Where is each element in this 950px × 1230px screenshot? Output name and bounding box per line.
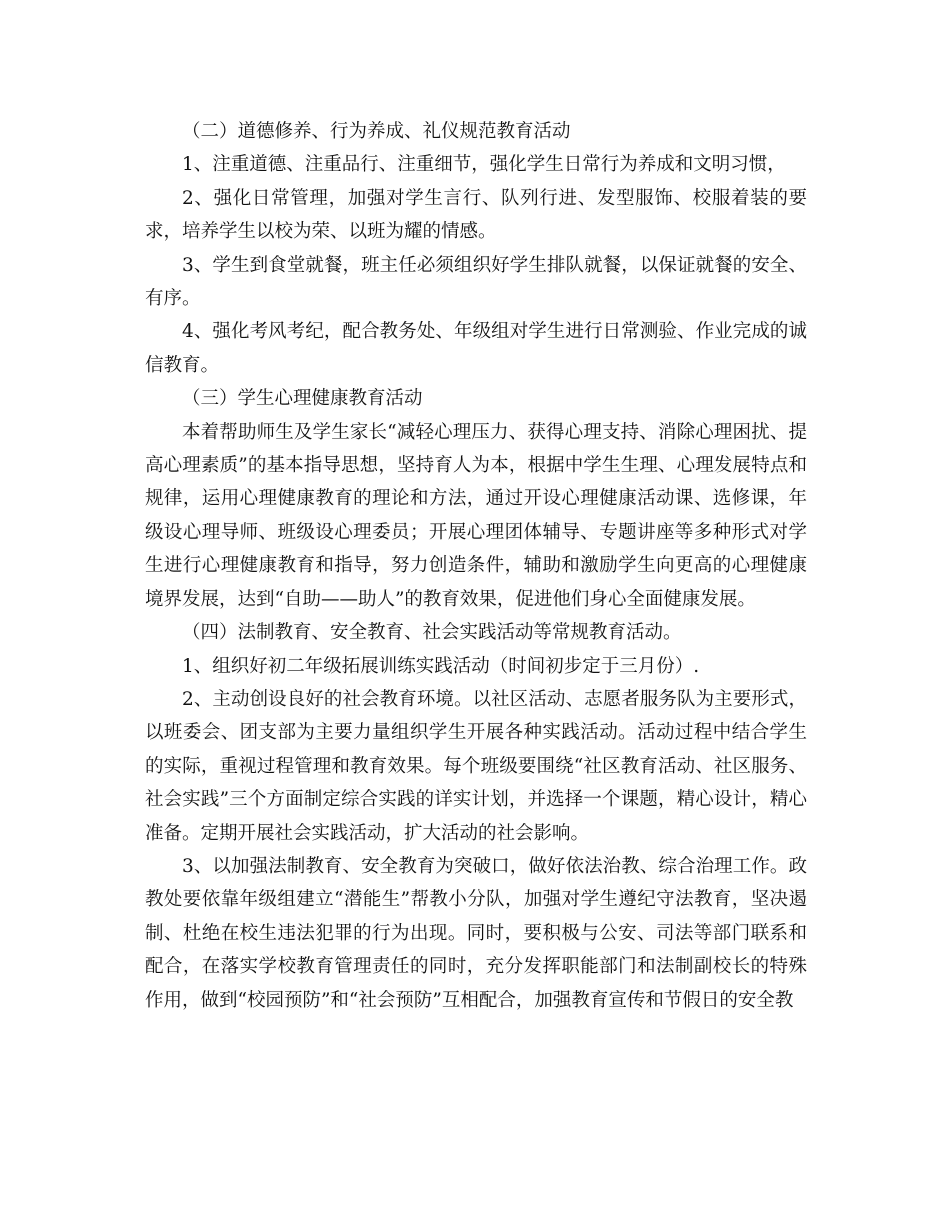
list-item-moral-4: 4、强化考风考纪，配合教务处、年级组对学生进行日常测验、作业完成的诚信教育。 (145, 321, 807, 376)
list-item-moral-3: 3、学生到食堂就餐，班主任必须组织好学生排队就餐，以保证就餐的安全、有序。 (145, 254, 807, 310)
section-heading-moral-education: （二）道德修养、行为养成、礼仪规范教育活动 (182, 121, 571, 142)
list-item-legal-3: 3、以加强法制教育、安全教育为突破口，做好依法治教、综合治理工作。政教处要依靠年级组建立“潜能生”帮教小分队，加强对学生遵纪守法教育，坚决遏制、杜绝在校生违法犯罪的行为出现。同时，要积极与公安、司法等部门联系和配合，在落实学校教育管理责任的同时，充分发挥职能部门和法制副校长的特殊作用，做到“校园预防”和“社会预防”互相配合，加强教育宣传和节假日的安全教 (145, 855, 807, 1011)
section-heading-legal-safety: （四）法制教育、安全教育、社会实践活动等常规教育活动。 (182, 622, 682, 644)
list-item-legal-1: 1、组织好初二年级拓展训练实践活动（时间初步定于三月份）. (182, 655, 700, 677)
section-heading-mental-health: （三）学生心理健康教育活动 (182, 388, 423, 410)
list-item-moral-1: 1、注重道德、注重品行、注重细节，强化学生日常行为养成和文明习惯， (182, 154, 786, 176)
paragraph-mental-health: 本着帮助师生及学生家长“减轻心理压力、获得心理支持、消除心理困扰、提高心理素质”的基本指导思想，坚持育人为本，根据中学生生理、心理发展特点和规律，运用心理健康教育的理论和方法，通过开设心理健康活动课、选修课，年级设心理导师、班级设心理委员；开展心理团体辅导、专题讲座等多种形式对学生进行心理健康教育和指导，努力创造条件，辅助和激励学生向更高的心理健康境界发展，达到“自助——助人”的教育效果，促进他们身心全面健康发展。 (145, 421, 807, 610)
list-item-moral-2: 2、强化日常管理，加强对学生言行、队列行进、发型服饰、校服着装的要求，培养学生以校为荣、以班为耀的情感。 (145, 187, 807, 243)
list-item-legal-2: 2、主动创设良好的社会教育环境。以社区活动、志愿者服务队为主要形式，以班委会、团支部为主要力量组织学生开展各种实践活动。活动过程中结合学生的实际，重视过程管理和教育效果。每个班级要围绕“社区教育活动、社区服务、社会实践”三个方面制定综合实践的详实计划，并选择一个课题，精心设计，精心准备。定期开展社会实践活动，扩大活动的社会影响。 (145, 688, 807, 844)
document-page (145, 115, 807, 1017)
